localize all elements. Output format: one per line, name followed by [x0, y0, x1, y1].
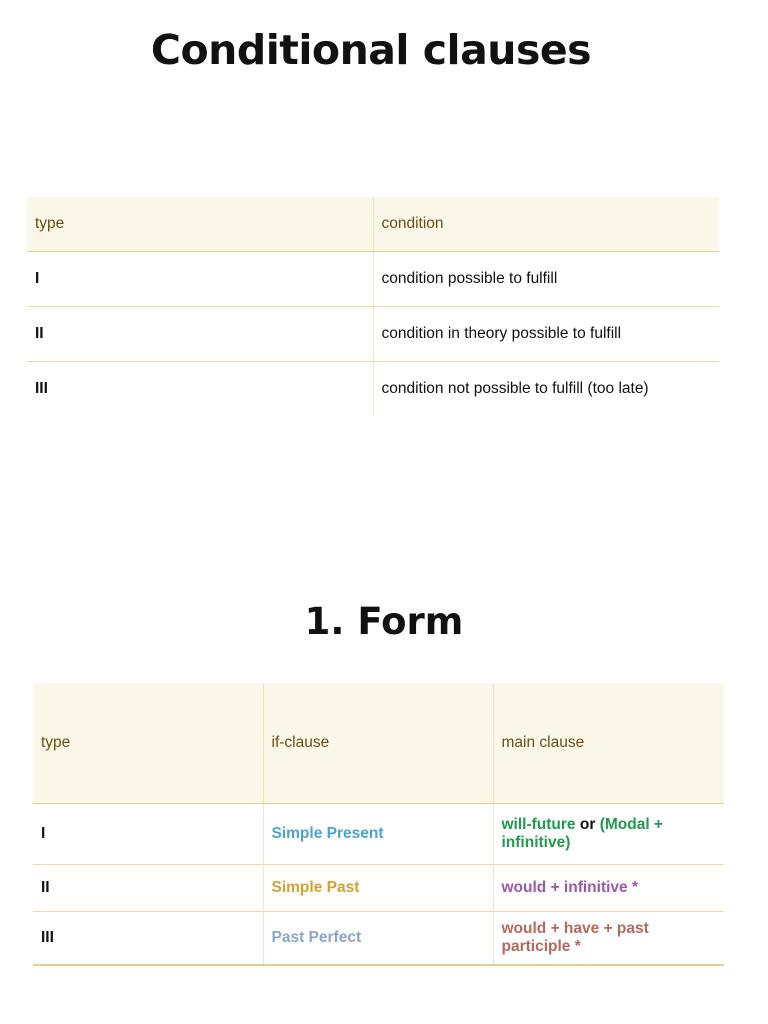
type-cell: II	[27, 307, 373, 362]
table-row	[33, 865, 724, 912]
table-header-row	[33, 683, 724, 804]
condition-table	[27, 197, 719, 416]
header-main-clause: main clause	[493, 683, 724, 804]
if-clause-cell: Past Perfect	[263, 912, 493, 966]
section-title: 1. Form	[304, 600, 464, 643]
condition-cell: condition not possible to fulfill (too late)	[373, 362, 719, 417]
form-table	[33, 683, 724, 966]
or-text: or	[575, 816, 600, 833]
header-type: type	[27, 197, 373, 252]
condition-cell: condition in theory possible to fulfill	[373, 307, 719, 362]
page-title: Conditional clauses	[150, 26, 592, 74]
main-clause-cell	[493, 804, 724, 865]
if-clause-cell: Simple Past	[263, 865, 493, 912]
header-condition: condition	[373, 197, 719, 252]
type-cell: II	[33, 865, 263, 912]
type-cell: III	[27, 362, 373, 417]
will-future-text: will-future	[501, 816, 576, 833]
modal-infinitive-text: (Modal + infinitive)	[501, 816, 663, 851]
main-clause-cell: would + infinitive *	[493, 865, 724, 912]
main-clause-cell: would + have + past participle *	[493, 912, 724, 966]
header-if-clause: if-clause	[263, 683, 493, 804]
table-row	[27, 252, 719, 307]
table-header-row	[27, 197, 719, 252]
table-row	[27, 307, 719, 362]
type-cell: I	[41, 825, 46, 842]
type-cell: I	[27, 252, 373, 307]
table-row	[33, 912, 724, 966]
if-clause-cell: Simple Present	[263, 804, 493, 865]
header-type: type	[33, 683, 263, 804]
condition-cell: condition possible to fulfill	[373, 252, 719, 307]
table-row	[33, 804, 724, 865]
type-cell: III	[33, 912, 263, 966]
table-row	[27, 362, 719, 417]
